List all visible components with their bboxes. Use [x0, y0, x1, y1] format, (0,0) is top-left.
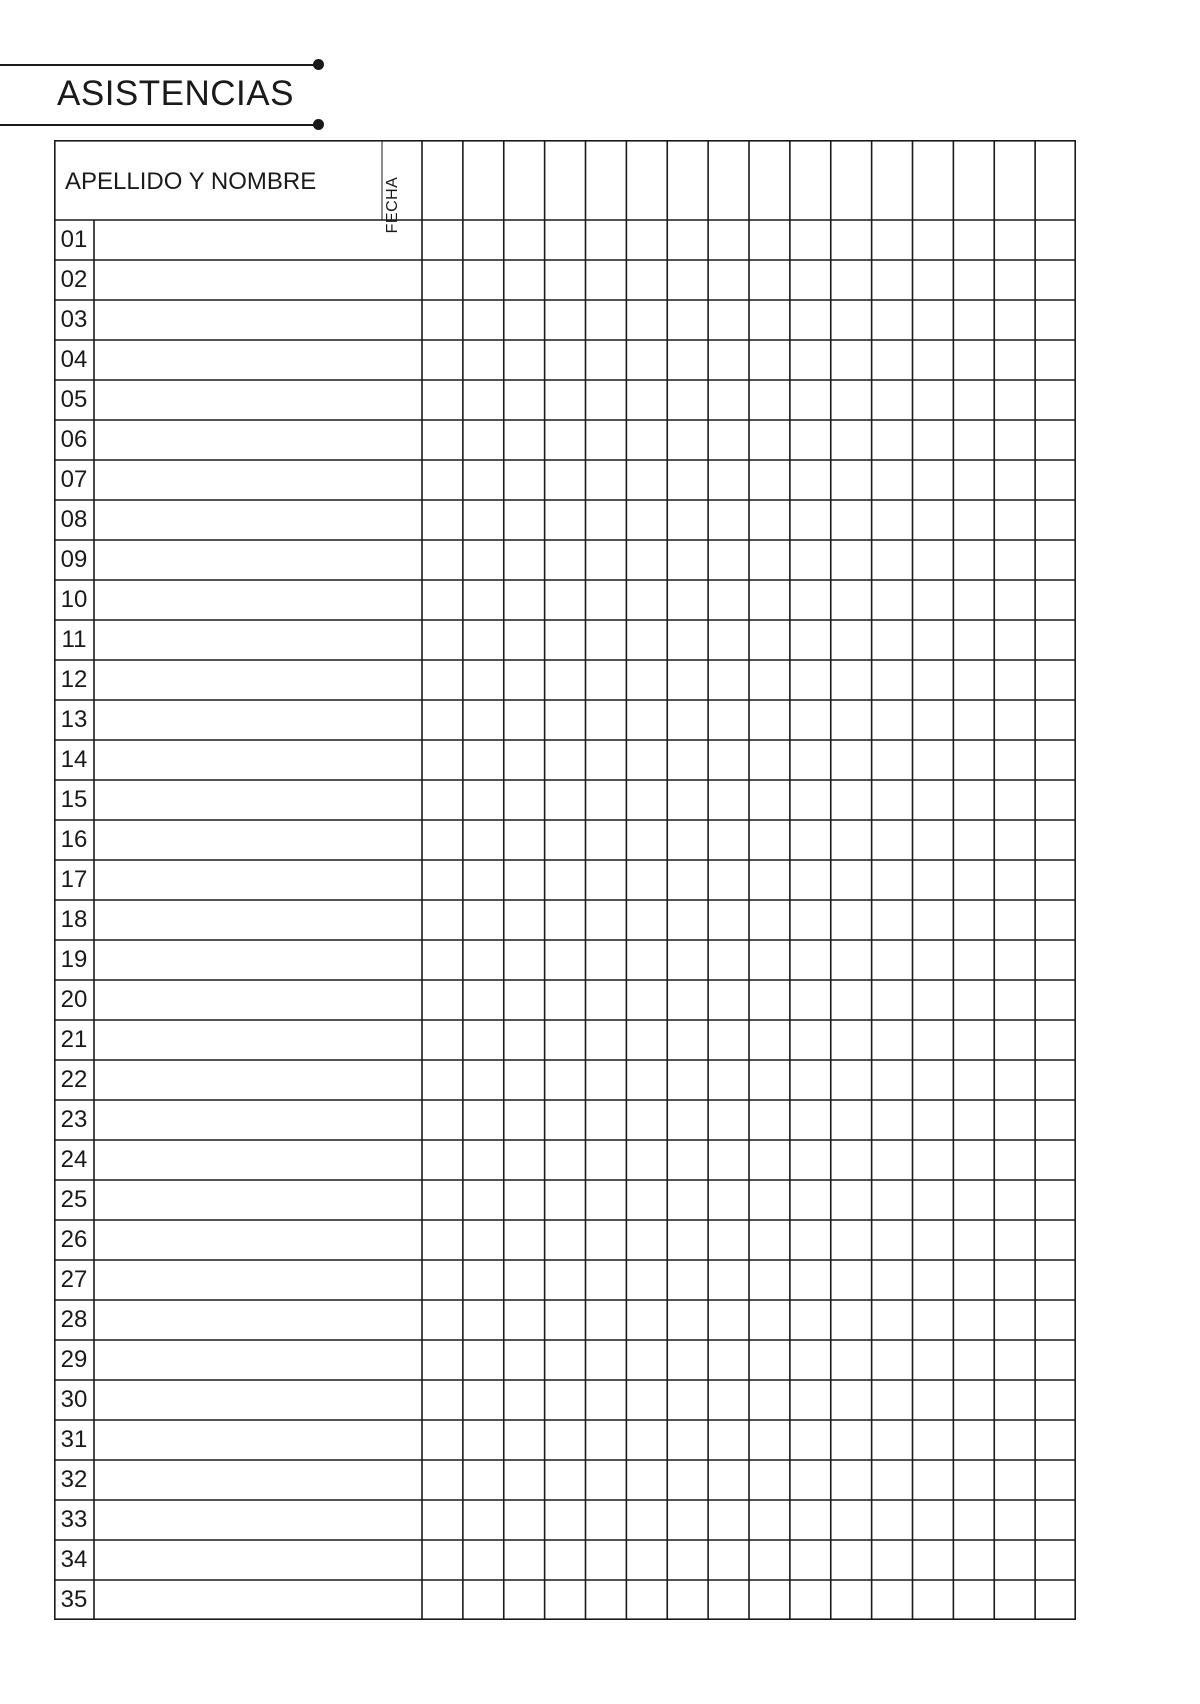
row-number: 20 — [60, 986, 88, 1013]
row-number: 31 — [60, 1426, 88, 1453]
row-number: 16 — [60, 826, 88, 853]
table-border — [55, 141, 1075, 1619]
row-number: 09 — [60, 546, 88, 573]
row-number: 10 — [60, 586, 88, 613]
row-number: 03 — [60, 306, 88, 333]
row-number: 33 — [60, 1506, 88, 1533]
page-title: ASISTENCIAS — [57, 74, 294, 113]
attendance-grid — [54, 140, 1076, 1620]
name-column-header: APELLIDO Y NOMBRE — [65, 168, 317, 195]
row-number: 17 — [60, 866, 88, 893]
attendance-table — [54, 140, 1076, 1616]
row-number: 14 — [60, 746, 88, 773]
row-number: 32 — [60, 1466, 88, 1493]
row-number: 26 — [60, 1226, 88, 1253]
row-number: 25 — [60, 1186, 88, 1213]
row-number: 28 — [60, 1306, 88, 1333]
title-rule-bottom-dot — [313, 119, 324, 130]
row-number: 06 — [60, 426, 88, 453]
row-number: 22 — [60, 1066, 88, 1093]
row-number: 05 — [60, 386, 88, 413]
row-number: 07 — [60, 466, 88, 493]
row-number: 08 — [60, 506, 88, 533]
row-number: 13 — [60, 706, 88, 733]
row-number: 29 — [60, 1346, 88, 1373]
row-number: 24 — [60, 1146, 88, 1173]
row-number: 18 — [60, 906, 88, 933]
row-number: 12 — [60, 666, 88, 693]
row-number: 19 — [60, 946, 88, 973]
row-number: 01 — [60, 226, 88, 253]
row-number: 34 — [60, 1546, 88, 1573]
row-number: 23 — [60, 1106, 88, 1133]
title-rule-top — [0, 64, 318, 66]
row-number: 30 — [60, 1386, 88, 1413]
row-number: 21 — [60, 1026, 88, 1053]
title-rule-bottom — [0, 124, 318, 126]
row-number: 35 — [60, 1586, 88, 1613]
row-number: 27 — [60, 1266, 88, 1293]
row-number: 02 — [60, 266, 88, 293]
row-number: 15 — [60, 786, 88, 813]
row-number: 11 — [61, 626, 87, 653]
date-column-header-label: FECHA — [384, 176, 401, 234]
title-rule-top-dot — [313, 59, 324, 70]
row-number: 04 — [60, 346, 88, 373]
